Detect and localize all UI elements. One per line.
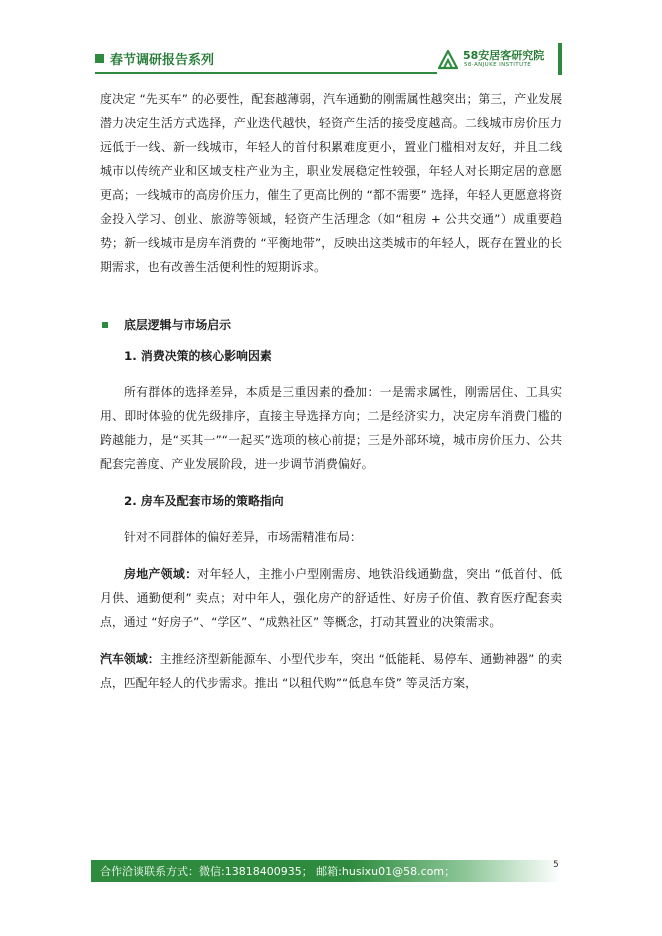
real-estate-text: 对年轻人，主推小户型刚需房、地铁沿线通勤盘，突出 “低首付、低月供、通勤便利” 卖点；对中年人，强化房产的舒适性、好房子价值、教育医疗配套卖点，通过 “好房子”、“学区”、“成熟社区” 等概念，打动其置业的决策需求。 (100, 567, 562, 629)
footer-contact-text: 合作洽谈联系方式：微信:13818400935； 邮箱:husixu01@58.com； (100, 865, 456, 878)
header-underline (95, 72, 437, 74)
subheading-factors: 1. 消费决策的核心影响因素 (124, 349, 272, 363)
section-title: 底层逻辑与市场启示 (124, 318, 232, 332)
section-heading (100, 313, 562, 337)
report-series-title: 春节调研报告系列 (110, 53, 215, 68)
house-logo-icon (437, 48, 459, 70)
real-estate-label: 房地产领域： (124, 567, 198, 581)
paragraph-city-analysis: 度决定 “先买车” 的必要性，配套越薄弱，汽车通勤的刚需属性越突出；第三，产业发展潜力决定生活方式选择，产业迭代越快，轻资产生活的接受度越高。二线城市房价压力远低于一线、新一线城市，年轻人的首付积累难度更小，置业门槛相对友好，并且二线城市以传统产业和区域支柱产业为主，职业发展稳定性较强，年轻人对长期定居的意愿更高；一线城市的高房价压力，催生了更高比例的 “都不需要” 选择，年轻人更愿意将资金投入学习、创业、旅游等领域，轻资产生活理念（如“租房 + 公共交通”）成重要趋势；新一线城市是房车消费的 “平衡地带”，反映出这类城市的年轻人，既存在置业的长期需求，也有改善生活便利性的短期诉求。 (100, 92, 562, 274)
logo-chinese-name: 58安居客研究院 (463, 49, 545, 62)
auto-text: 主推经济型新能源车、小型代步车，突出 “低能耗、易停车、通勤神器” 的卖点，匹配年轻人的代步需求。推出 “以租代购”“低息车贷” 等灵活方案， (100, 652, 562, 690)
paragraph-auto (100, 647, 562, 695)
institute-logo (437, 48, 553, 72)
logo-english-name: 58·ANJUKE INSTITUTE (464, 62, 532, 68)
page-number: 5 (553, 860, 559, 870)
header-square-icon (95, 54, 104, 63)
page-content (100, 87, 562, 695)
header-vertical-bar (558, 43, 562, 75)
subheading-strategy: 2. 房车及配套市场的策略指向 (124, 494, 284, 508)
section-bullet-icon (102, 322, 108, 328)
auto-label: 汽车领域： (100, 652, 160, 666)
paragraph-real-estate (100, 562, 562, 634)
footer-contact-bar (91, 860, 561, 882)
paragraph-strategy-intro: 针对不同群体的偏好差异，市场需精准布局： (124, 530, 362, 544)
paragraph-factors: 所有群体的选择差异，本质是三重因素的叠加：一是需求属性，刚需居住、工具实用、即时体验的优先级排序，直接主导选择方向；二是经济实力，决定房车消费门槛的跨越能力，是“买其一”“一起买”选项的核心前提；三是外部环境，城市房价压力、公共配套完善度、产业发展阶段，进一步调节消费偏好。 (100, 385, 562, 471)
